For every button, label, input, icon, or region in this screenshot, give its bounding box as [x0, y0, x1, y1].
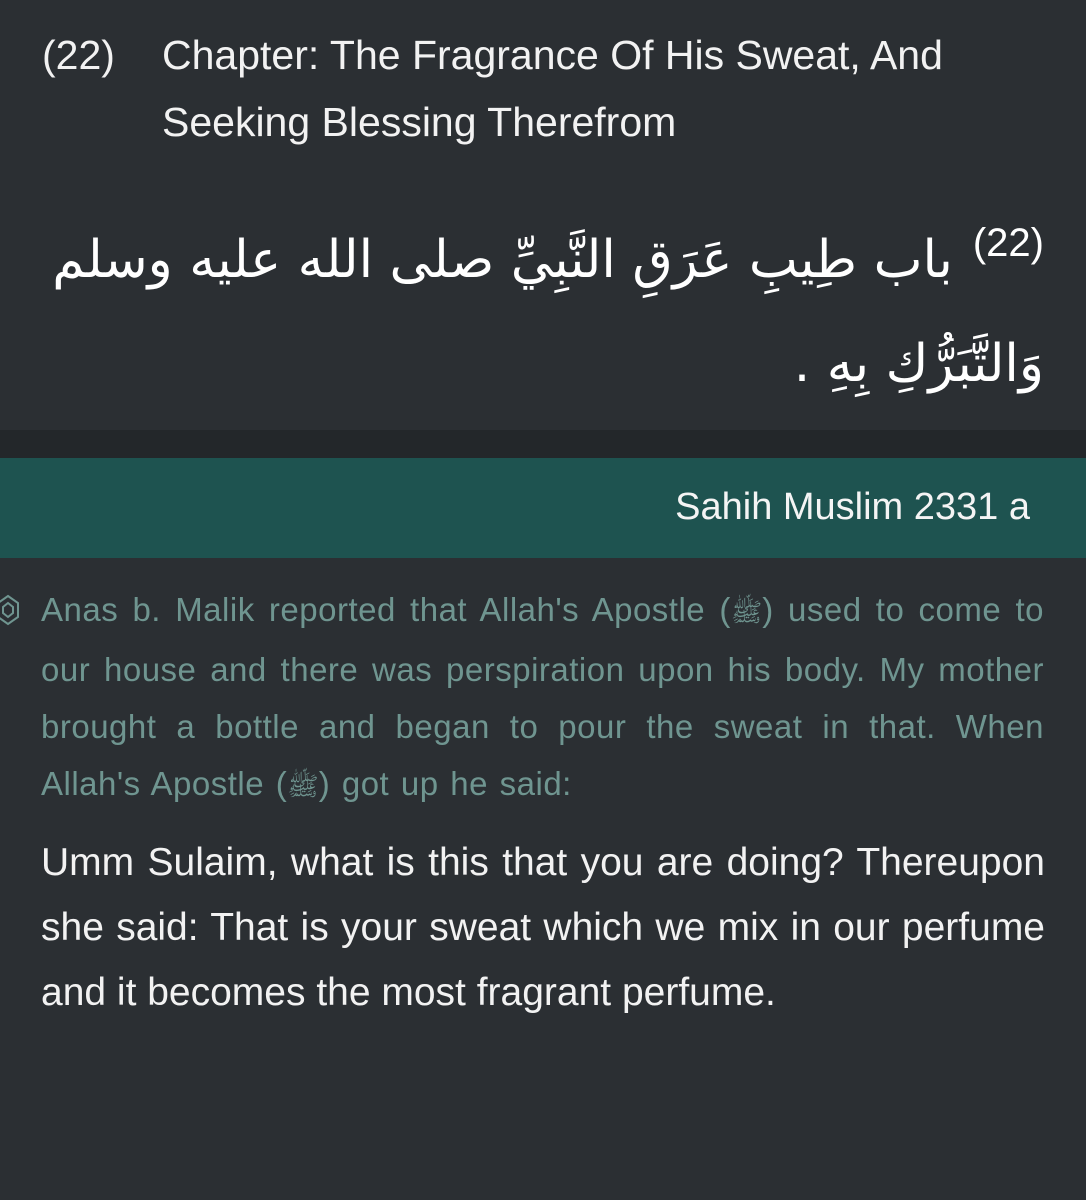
- section-divider: [0, 430, 1086, 458]
- chapter-title-ar: [44, 208, 1044, 416]
- hadith-reference[interactable]: Sahih Muslim 2331 a: [675, 486, 1030, 528]
- hadith-text: Umm Sulaim, what is this that you are doing? Thereupon she said: That is your sweat which we mix in our perfume and it becomes the most fragrant perfume.: [41, 841, 1045, 1014]
- chapter-number-ar: (22): [972, 221, 1044, 265]
- chapter-title-text: Chapter: The Fragrance Of His Sweat, And Seeking Blessing Therefrom: [162, 32, 943, 145]
- salutation-glyph: ﷺ: [287, 771, 319, 801]
- hadith-body: [0, 558, 1086, 1200]
- salutation-glyph: ﷺ: [730, 597, 763, 627]
- reference-bar: [0, 458, 1086, 558]
- hadith-narrator: Anas b. Malik reported that Allah's Apostle (ﷺ) used to come to our house and there was perspiration upon his body. My mother brought a bottle and began to pour the sweat in that. When Allah's Apostle (ﷺ) got up he said:: [41, 591, 1044, 802]
- chapter-number: (22): [42, 32, 115, 78]
- ornament-icon: [0, 594, 22, 626]
- chapter-header: [0, 0, 1086, 430]
- chapter-title-ar-text: باب طِيبِ عَرَقِ النَّبِيِّ صلى الله عليه وسلم وَالتَّبَرُّكِ بِهِ .: [52, 230, 1044, 394]
